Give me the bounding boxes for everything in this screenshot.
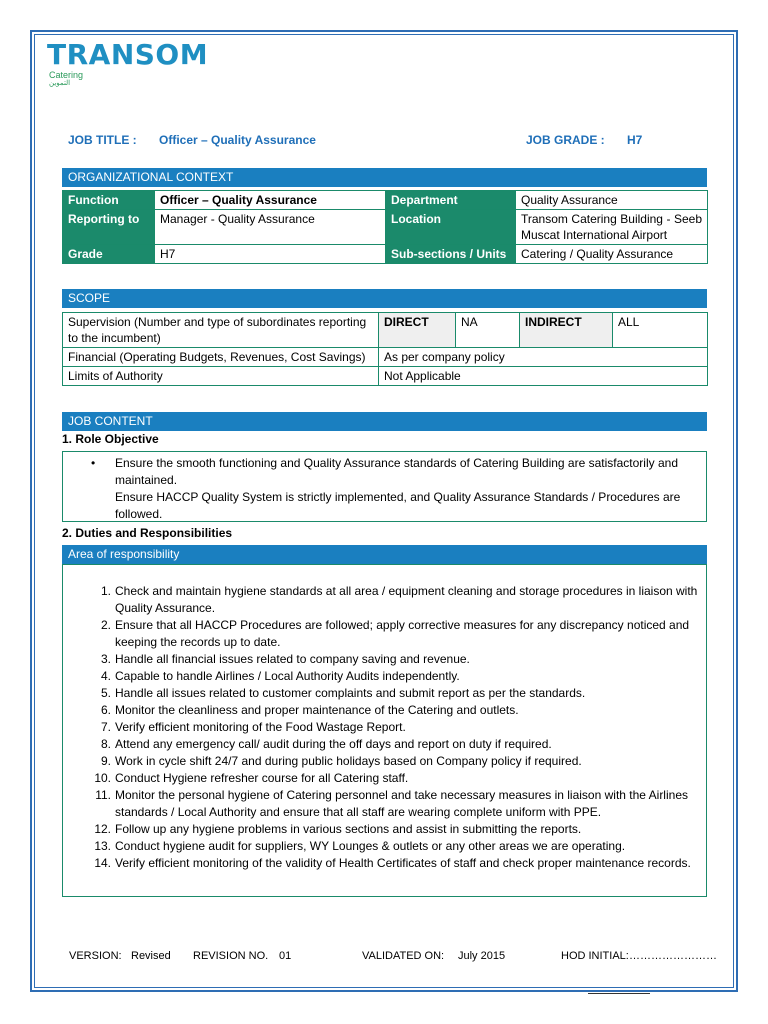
location-value [516,210,708,245]
duty-item [63,821,706,838]
limits-label: Limits of Authority [63,367,379,386]
role-objective-box [62,451,707,522]
duty-number: 6. [100,703,111,717]
duty-text: Handle all issues related to customer complaints and submit report as per the standards. [115,686,586,700]
revision-label: REVISION NO. [193,950,269,962]
duty-item [63,736,706,753]
reporting-value: Manager - Quality Assurance [155,210,386,245]
grade-value: H7 [155,245,386,264]
job-content-header: JOB CONTENT [62,412,707,431]
duty-item [63,838,706,855]
signature-line [588,993,650,994]
duty-number: 5. [100,686,111,700]
job-title-value: Officer – Quality Assurance [159,133,316,147]
duty-text: Ensure that all HACCP Procedures are followed; apply corrective measures for any discrepancy noticed and keeping the records up to date. [115,618,690,649]
reporting-label: Reporting to [63,210,155,245]
duty-text: Check and maintain hygiene standards at all area / equipment cleaning and storage procedures in liaison with Quality Assurance. [115,584,698,615]
duties-list [63,583,706,872]
function-label: Function [63,191,155,210]
grade-label: Grade [63,245,155,264]
duty-text: Capable to handle Airlines / Local Authority Audits independently. [115,669,460,683]
duty-item [63,855,706,872]
duty-number: 12. [94,822,111,836]
duty-number: 3. [100,652,111,666]
duty-text: Conduct Hygiene refresher course for all Catering staff. [115,771,409,785]
duty-text: Conduct hygiene audit for suppliers, WY Lounges & outlets or any other areas we are operating. [115,839,626,853]
duty-text: Work in cycle shift 24/7 and during public holidays based on Company policy if required. [115,754,582,768]
duty-text: Verify efficient monitoring of the validity of Health Certificates of staff and check proper maintenance records. [115,856,691,870]
duty-item [63,668,706,685]
org-context-table [62,190,708,264]
duty-item [63,651,706,668]
function-value: Officer – Quality Assurance [155,191,386,210]
duties-heading: 2. Duties and Responsibilities [62,526,233,540]
duty-text: Monitor the personal hygiene of Catering personnel and take necessary measures in liaison with the Airlines standards / Local Authority and ensure that all staff are wearing complete uniform with PPE. [115,788,688,819]
revision-value: 01 [279,950,292,962]
hod-label: HOD INITIAL: [561,950,629,962]
duty-number: 4. [100,669,111,683]
scope-header: SCOPE [62,289,707,308]
duty-number: 10. [94,771,111,785]
duty-number: 13. [94,839,111,853]
location-label: Location [386,210,516,245]
duty-item [63,702,706,719]
department-value: Quality Assurance [516,191,708,210]
indirect-value: ALL [613,313,708,348]
duty-number: 14. [94,856,111,870]
duty-item [63,685,706,702]
duty-number: 7. [100,720,111,734]
version-label: VERSION: [69,950,122,962]
area-of-responsibility-header: Area of responsibility [62,545,707,564]
department-label: Department [386,191,516,210]
financial-value: As per company policy [379,348,708,367]
duty-number: 2. [100,618,111,632]
duty-number: 11. [95,788,111,802]
direct-label: DIRECT [379,313,456,348]
duty-item [63,617,706,651]
duty-number: 1. [100,584,111,598]
duty-item [63,770,706,787]
location-line1: Transom Catering Building - Seeb [521,212,702,226]
validated-label: VALIDATED ON: [362,950,445,962]
logo-name: TRANSOM [47,38,209,71]
role-bullet: • [91,456,96,470]
duty-item [63,753,706,770]
duty-text: Monitor the cleanliness and proper maintenance of the Catering and outlets. [115,703,519,717]
direct-value: NA [456,313,520,348]
duty-item [63,719,706,736]
financial-label: Financial (Operating Budgets, Revenues, Cost Savings) [63,348,379,367]
subsections-value: Catering / Quality Assurance [516,245,708,264]
duty-number: 9. [100,754,111,768]
company-logo [47,40,208,88]
version-value: Revised [131,950,171,962]
duties-box [62,564,707,897]
logo-sub: Catering [49,70,84,80]
duty-text: Follow up any hygiene problems in various sections and assist in submitting the reports. [115,822,582,836]
role-objective-heading: 1. Role Objective [62,432,159,446]
validated-value: July 2015 [458,950,506,962]
supervision-label: Supervision (Number and type of subordinates reporting to the incumbent) [63,313,379,348]
org-context-header: ORGANIZATIONAL CONTEXT [62,168,707,187]
location-line2: Muscat International Airport [521,228,668,242]
role-text-1: Ensure the smooth functioning and Quality Assurance standards of Catering Building are satisfactorily and maintained. [115,456,678,487]
subsections-label: Sub-sections / Units [386,245,516,264]
hod-value: …………………… [629,950,717,962]
duty-text: Attend any emergency call/ audit during the off days and report on duty if required. [115,737,552,751]
job-grade-label: JOB GRADE : [526,133,605,147]
logo-arabic: التموين [49,80,71,87]
scope-table [62,312,708,386]
duty-item [63,583,706,617]
duty-item [63,787,706,821]
job-grade-value: H7 [627,133,643,147]
duty-text: Handle all financial issues related to company saving and revenue. [115,652,470,666]
limits-value: Not Applicable [379,367,708,386]
indirect-label: INDIRECT [520,313,613,348]
duty-number: 8. [100,737,111,751]
job-title-label: JOB TITLE : [68,133,137,147]
role-text-2: Ensure HACCP Quality System is strictly implemented, and Quality Assurance Standards / Procedures are followed. [115,490,681,521]
duty-text: Verify efficient monitoring of the Food Wastage Report. [115,720,406,734]
